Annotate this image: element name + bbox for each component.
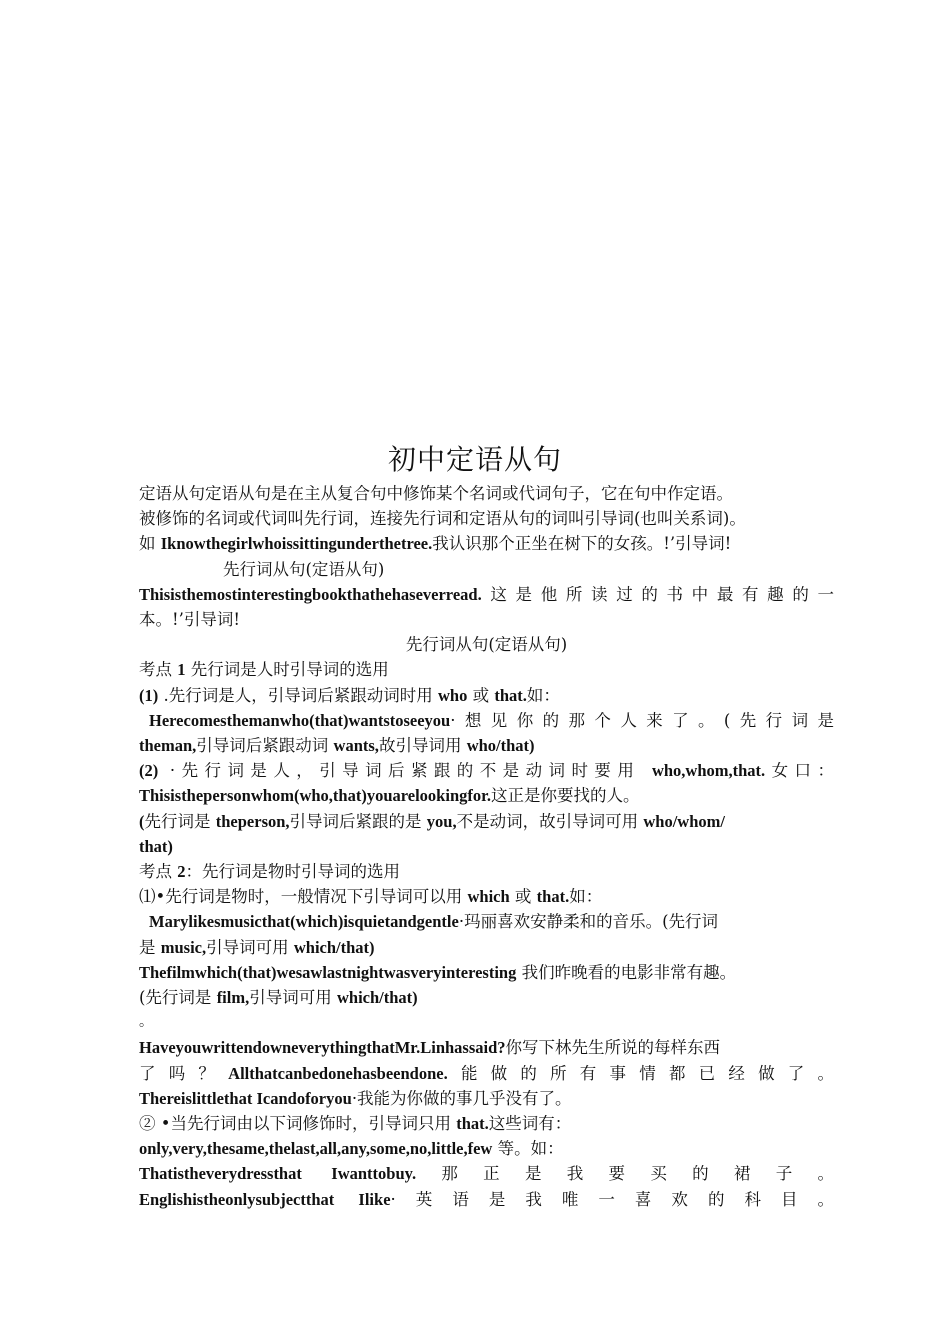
page-title: 初中定语从句 [387,443,562,476]
paragraph-line: (先行词是 theperson,引导词后紧跟的是 you,不是动词，故引导词可用 who/whom/ [139,811,725,831]
section-heading: 考点 1 先行词是人时引导词的选用 [139,660,389,680]
example-sentence: Herecomesthemanwho(that)wantstoseeyou·想见你的那个人来了。(先行词是 [149,710,834,730]
example-sentence: Marylikesmusicthat(which)isquietandgentle·玛丽喜欢安静柔和的音乐。(先行词 [149,912,719,932]
paragraph-line: Thisisthemostinterestingbookthathehaseverread.这是他所读过的书中最有趣的一 [139,584,834,604]
paragraph-line: (2) ·先行词是人，引导词后紧跟的不是动词时要用 who,whom,that.女口： [139,761,834,781]
paragraph-line: (先行词是 film,引导词可用 which/that) [139,988,418,1008]
paragraph-line: only,very,thesame,thelast,all,any,some,no,little,few 等。如： [139,1139,564,1159]
paragraph-line: 本。!’引导词! [139,610,241,630]
paragraph-line: 是 music,引导词可用 which/that) [139,937,375,957]
paragraph-line: theman,引导词后紧跟动词 wants,故引导词用 who/that) [139,736,535,756]
paragraph-line: 被修饰的名词或代词叫先行词，连接先行词和定语从句的词叫引导词(也叫关系词)。 [139,509,746,529]
stray-mark: 。 [139,1014,153,1031]
section-heading: 考点 2：先行词是物时引导词的选用 [139,862,400,882]
diagram-caption: 先行词从句(定语从句) [405,635,568,655]
paragraph-line: (1) .先行词是人，引导词后紧跟动词时用 who 或 that.如： [139,685,560,705]
example-sentence: Thereislittlethat Icandoforyou·我能为你做的事几乎没有了。 [139,1088,572,1108]
example-sentence: Thisisthepersonwhom(who,that)youarelookingfor.这正是你要找的人。 [139,786,640,806]
paragraph-line: that) [139,836,173,856]
paragraph-line: ⑴•先行词是物时，一般情况下引导词可以用 which 或 that.如： [139,887,603,907]
example-sentence: HaveyouwrittendowneverythingthatMr.Linhassaid?你写下林先生所说的每样东西 [139,1038,721,1058]
example-sentence: Thefilmwhich(that)wesawlastnightwasveryinteresting 我们昨晚看的电影非常有趣。 [139,962,737,982]
example-sentence: Englishistheonlysubjectthat Ilike·英语是我唯一喜欢的科目。 [139,1189,835,1209]
document-body [139,481,834,1212]
paragraph-line: ② •当先行词由以下词修饰时，引导词只用 that.这些词有： [139,1114,572,1134]
example-sentence: 了吗？Allthatcanbedonehasbeendone.能做的所有事情都已经做了。 [139,1063,835,1083]
example-sentence: Thatistheverydressthat Iwanttobuy.那正是我要买的裙子。 [139,1164,834,1184]
paragraph-line: 如 Iknowthegirlwhoissittingunderthetree.我认识那个正坐在树下的女孩。!’引导词! [139,534,732,554]
paragraph-line: 定语从句定语从句是在主从复合句中修饰某个名词或代词句子，它在句中作定语。 [139,484,733,503]
diagram-caption: 先行词从句(定语从句) [223,559,385,579]
